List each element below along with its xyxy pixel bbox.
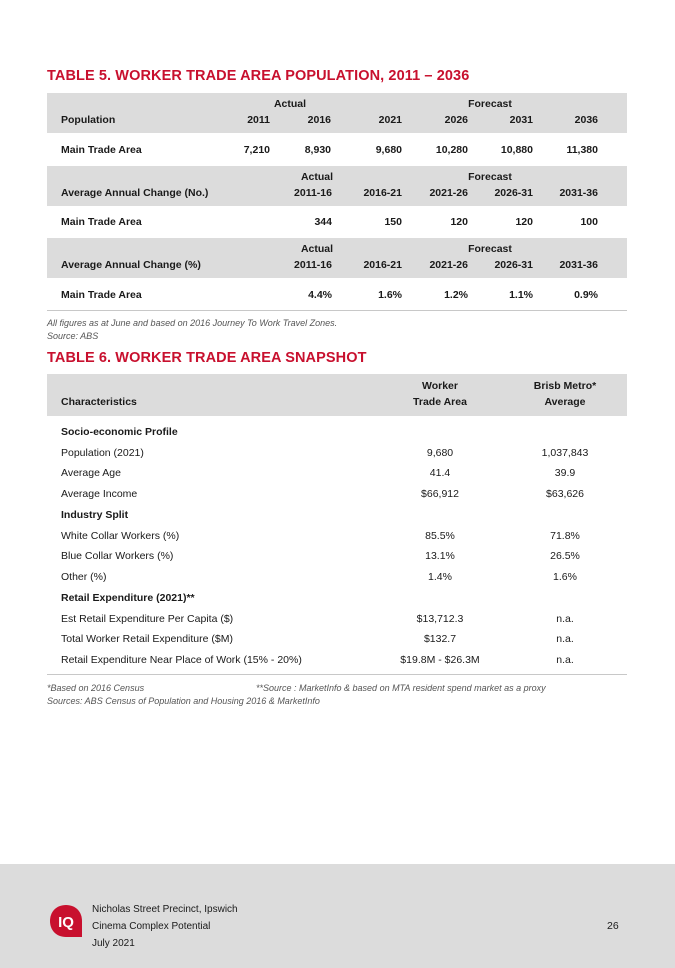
change-no-period-3: 2021-26	[429, 187, 468, 199]
row-value-average-age-worker: 41.4	[429, 467, 451, 479]
change-no-value-1: 344	[314, 216, 332, 228]
pop-group-actual: Actual	[273, 98, 307, 110]
section-industry-split: Industry Split	[61, 509, 129, 521]
change-pct-group-forecast: Forecast	[468, 243, 512, 255]
row-value-average-income-brisb: $63,626	[546, 488, 584, 500]
row-label-average-income: Average Income	[61, 488, 138, 500]
row-value-retail-near-work-worker: $19.8M - $26.3M	[400, 654, 480, 666]
table6-note-marketinfo: **Source : MarketInfo & based on MTA resident spend market as a proxy	[256, 683, 546, 693]
page-footer	[0, 864, 675, 968]
row-value-population-brisb: 1,037,843	[541, 447, 589, 459]
row-value-retail-near-work-brisb: n.a.	[556, 654, 574, 666]
row-value-total-retail-worker: $132.7	[423, 633, 457, 645]
table5-note: All figures as at June and based on 2016 Journey To Work Travel Zones.	[47, 318, 338, 328]
pop-value-2016: 8,930	[304, 144, 331, 156]
row-label-retail-near-work: Retail Expenditure Near Place of Work (15% - 20%)	[61, 654, 302, 666]
change-pct-value-2: 1.6%	[378, 289, 402, 301]
row-label-blue-collar: Blue Collar Workers (%)	[61, 550, 174, 562]
footer-project-name: Nicholas Street Precinct, Ipswich	[92, 904, 238, 915]
change-no-row-label: Main Trade Area	[61, 216, 142, 228]
pop-year-2021: 2021	[378, 114, 402, 126]
table6-title: TABLE 6. WORKER TRADE AREA SNAPSHOT	[47, 350, 367, 366]
change-no-period-2: 2016-21	[363, 187, 402, 199]
row-value-population-worker: 9,680	[426, 447, 454, 459]
footer-date: July 2021	[92, 938, 135, 949]
pop-value-2031: 10,880	[500, 144, 533, 156]
change-no-value-5: 100	[580, 216, 598, 228]
table6-sources: Sources: ABS Census of Population and Housing 2016 & MarketInfo	[47, 696, 320, 706]
change-no-period-4: 2026-31	[494, 187, 533, 199]
row-label-retail-per-capita: Est Retail Expenditure Per Capita ($)	[61, 613, 234, 625]
change-pct-period-5: 2031-36	[559, 259, 598, 271]
change-pct-value-4: 1.1%	[509, 289, 533, 301]
row-value-average-income-worker: $66,912	[421, 488, 459, 500]
row-value-other-worker: 1.4%	[428, 571, 452, 583]
row-label-average-age: Average Age	[61, 467, 121, 479]
iq-logo-icon	[48, 903, 84, 939]
change-pct-period-4: 2026-31	[494, 259, 533, 271]
change-no-value-2: 150	[384, 216, 402, 228]
change-pct-value-3: 1.2%	[444, 289, 468, 301]
change-pct-period-3: 2021-26	[429, 259, 468, 271]
pop-group-forecast: Forecast	[468, 98, 512, 110]
page-number: 26	[607, 920, 619, 932]
pop-value-2036: 11,380	[566, 144, 598, 156]
change-pct-period-2: 2016-21	[363, 259, 402, 271]
row-value-white-collar-worker: 85.5%	[425, 530, 455, 542]
table6-header-characteristics: Characteristics	[61, 396, 137, 408]
table6-note-census: *Based on 2016 Census	[47, 683, 145, 693]
table5-bottom-rule	[47, 310, 627, 311]
section-socio-economic: Socio-economic Profile	[61, 426, 178, 438]
row-label-population: Population (2021)	[61, 447, 144, 459]
row-value-average-age-brisb: 39.9	[554, 467, 576, 479]
row-value-other-brisb: 1.6%	[553, 571, 577, 583]
pop-row-label: Main Trade Area	[61, 144, 142, 156]
row-label-other: Other (%)	[61, 571, 107, 583]
row-label-white-collar: White Collar Workers (%)	[61, 530, 180, 542]
table5-source: Source: ABS	[47, 331, 99, 341]
pop-year-2031: 2031	[509, 114, 533, 126]
row-value-total-retail-brisb: n.a.	[556, 633, 574, 645]
change-no-period-5: 2031-36	[559, 187, 598, 199]
section-retail-expenditure: Retail Expenditure (2021)**	[61, 592, 195, 604]
row-value-blue-collar-worker: 13.1%	[425, 550, 455, 562]
row-value-blue-collar-brisb: 26.5%	[550, 550, 580, 562]
table6-header-col1-line1: Worker	[422, 380, 458, 392]
change-no-header-label: Average Annual Change (No.)	[61, 187, 209, 199]
pop-year-2011: 2011	[247, 114, 270, 126]
change-pct-period-1: 2011-16	[294, 259, 332, 271]
table6-bottom-rule	[47, 674, 627, 675]
change-pct-value-1: 4.4%	[308, 289, 332, 301]
pop-value-2021: 9,680	[375, 144, 402, 156]
row-value-white-collar-brisb: 71.8%	[550, 530, 580, 542]
change-pct-row-label: Main Trade Area	[61, 289, 142, 301]
change-pct-value-5: 0.9%	[574, 289, 598, 301]
change-no-group-forecast: Forecast	[468, 171, 512, 183]
change-no-period-1: 2011-16	[294, 187, 332, 199]
row-value-retail-per-capita-worker: $13,712.3	[416, 613, 464, 625]
row-value-retail-per-capita-brisb: n.a.	[556, 613, 574, 625]
table5-title: TABLE 5. WORKER TRADE AREA POPULATION, 2011 – 2036	[47, 68, 470, 84]
pop-year-2026: 2026	[444, 114, 468, 126]
change-pct-header-label: Average Annual Change (%)	[61, 259, 201, 271]
logo-text: IQ	[58, 914, 74, 931]
population-header-band	[47, 93, 627, 133]
change-no-value-4: 120	[515, 216, 533, 228]
pop-year-2016: 2016	[307, 114, 331, 126]
table6-header-col2-line2: Average	[544, 396, 586, 408]
pop-year-2036: 2036	[574, 114, 598, 126]
footer-project-subtitle: Cinema Complex Potential	[92, 921, 211, 932]
change-no-value-3: 120	[450, 216, 468, 228]
table6-header-col1-line2: Trade Area	[413, 396, 467, 408]
pop-value-2026: 10,280	[435, 144, 468, 156]
change-pct-group-actual: Actual	[300, 243, 334, 255]
table6-header-col2-line1: Brisb Metro*	[533, 380, 597, 392]
row-label-total-retail: Total Worker Retail Expenditure ($M)	[61, 633, 233, 645]
pop-value-2011: 7,210	[243, 144, 270, 156]
pop-header-label: Population	[61, 114, 116, 126]
change-no-group-actual: Actual	[300, 171, 334, 183]
